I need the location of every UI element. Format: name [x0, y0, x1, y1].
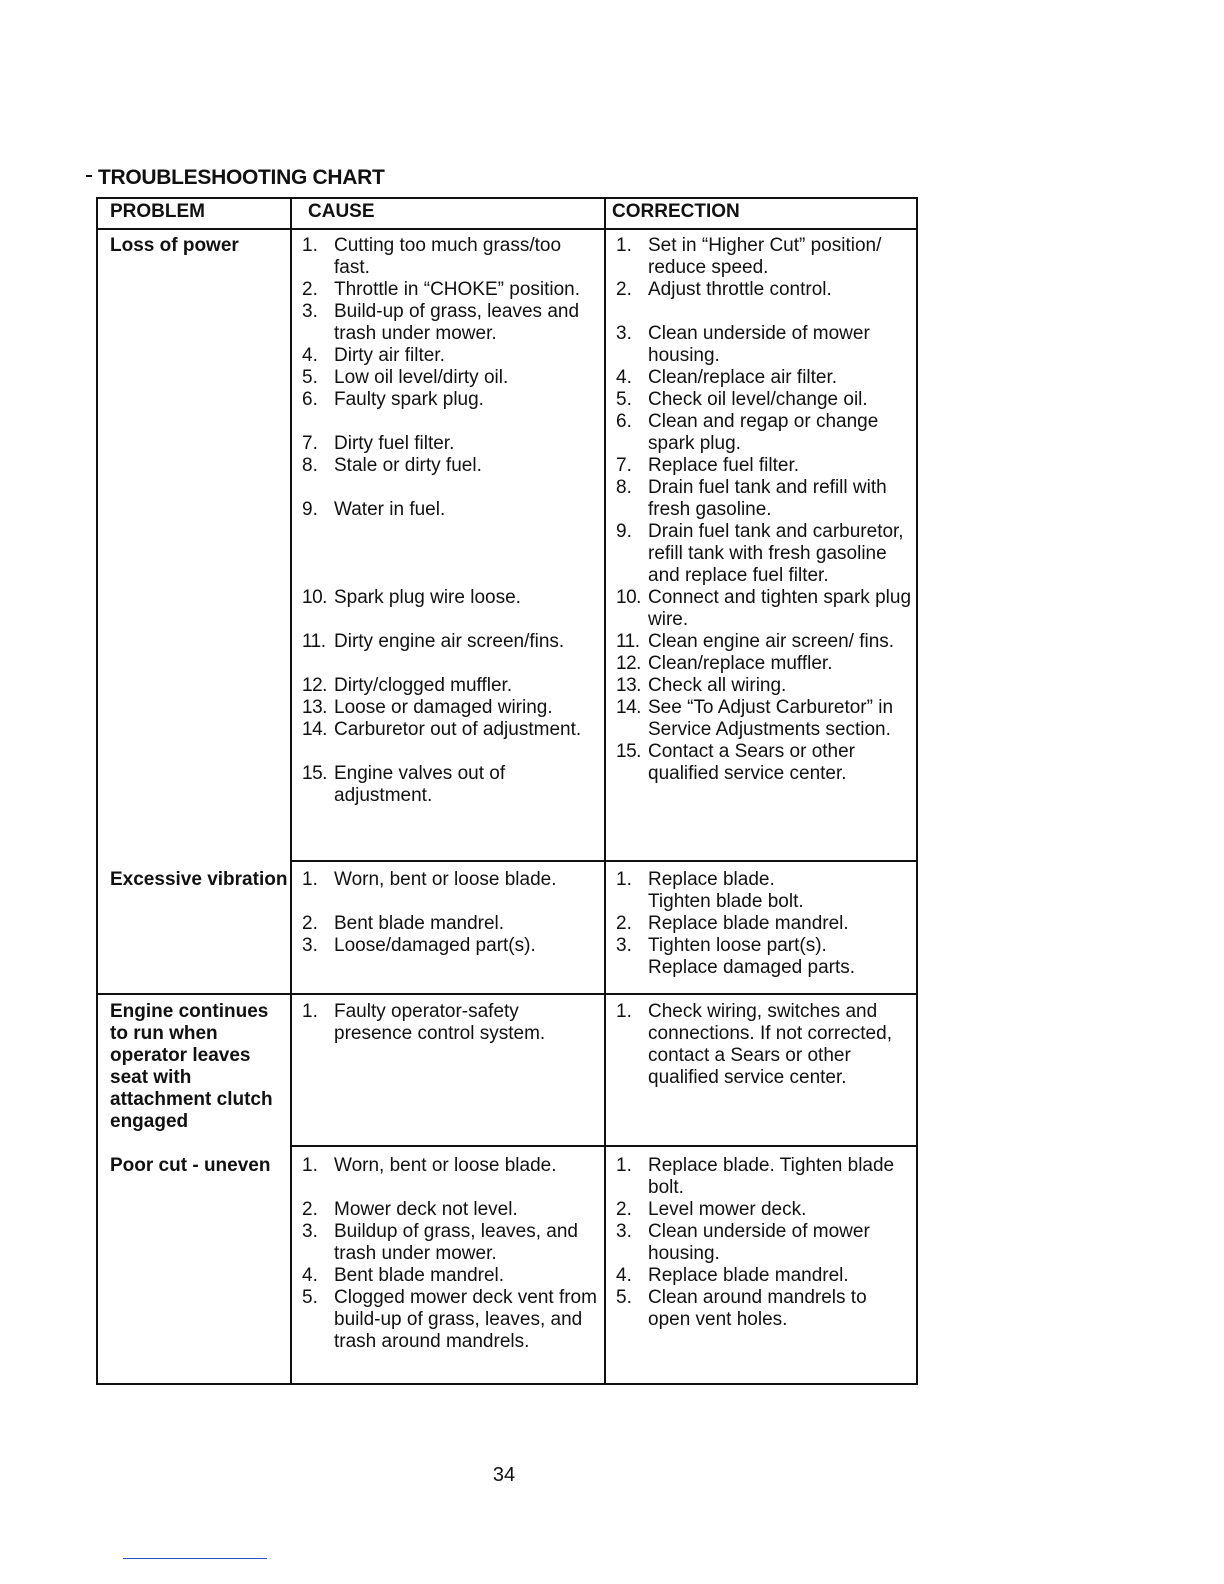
divider-cause-correction	[604, 197, 606, 1385]
list-item: 4. Bent blade mandrel.	[302, 1265, 505, 1286]
list-item: 2. Level mower deck.	[616, 1199, 807, 1220]
list-item: 2. Mower deck not level.	[302, 1199, 518, 1220]
correction-list	[616, 869, 916, 979]
list-item: 4. Dirty air filter.	[302, 345, 445, 366]
list-item: 2. Throttle in “CHOKE” position.	[302, 279, 581, 300]
problem-label: Excessive vibration	[110, 869, 288, 890]
list-item: 7. Dirty fuel filter.	[302, 433, 455, 454]
header-top-rule	[96, 197, 918, 199]
divider-problem-cause	[290, 197, 292, 1385]
list-item: 11. Clean engine air screen/ fins.	[616, 631, 895, 652]
cause-list	[302, 869, 602, 957]
list-item: 6. Clean and regap or change spark plug.	[616, 411, 879, 454]
list-item: 5. Check oil level/change oil.	[616, 389, 868, 410]
list-item: 1. Faulty operator-safety presence control system.	[302, 1001, 546, 1044]
list-item: 13. Check all wiring.	[616, 675, 787, 696]
cause-list	[302, 1155, 602, 1353]
list-item: 9. Drain fuel tank and carburetor, refill tank with fresh gasoline and replace fuel filter.	[616, 521, 904, 586]
list-item: 3. Tighten loose part(s). Replace damaged parts.	[616, 935, 856, 978]
problem-label: Loss of power	[110, 235, 239, 256]
list-item: 2. Adjust throttle control.	[616, 279, 832, 300]
list-item: 14. Carburetor out of adjustment.	[302, 719, 582, 740]
problem-label: Engine continues to run when operator leaves seat with attachment clutch engaged	[110, 1001, 273, 1132]
list-item: 15. Contact a Sears or other qualified service center.	[616, 741, 855, 784]
list-item: 5. Clogged mower deck vent from build-up of grass, leaves, and trash around mandrels.	[302, 1287, 597, 1352]
list-item: 1. Worn, bent or loose blade.	[302, 869, 557, 890]
problem-label: Poor cut - uneven	[110, 1155, 271, 1176]
list-item: 2. Bent blade mandrel.	[302, 913, 505, 934]
list-item: 14. See “To Adjust Carburetor” in Service Adjustments section.	[616, 697, 894, 740]
list-item: 3. Loose/damaged part(s).	[302, 935, 536, 956]
list-item: 1. Check wiring, switches and connections. If not corrected, contact a Sears or other qualified service center.	[616, 1001, 892, 1088]
page-number: 34	[492, 1464, 516, 1486]
footer-rule	[123, 1558, 267, 1559]
title-mark	[86, 175, 92, 177]
list-item: 4. Clean/replace air filter.	[616, 367, 838, 388]
list-item: 5. Low oil level/dirty oil.	[302, 367, 509, 388]
list-item: 1. Replace blade. Tighten blade bolt.	[616, 869, 804, 912]
list-item: 12. Clean/replace muffler.	[616, 653, 833, 674]
bottom-border	[96, 1383, 918, 1385]
list-item: 2. Replace blade mandrel.	[616, 913, 849, 934]
list-item: 7. Replace fuel filter.	[616, 455, 800, 476]
correction-list	[616, 1155, 916, 1331]
list-item: 6. Faulty spark plug.	[302, 389, 484, 410]
row-divider	[96, 993, 918, 995]
list-item: 1. Set in “Higher Cut” position/ reduce speed.	[616, 235, 882, 278]
row-divider	[290, 1145, 916, 1147]
list-item: 1. Replace blade. Tighten blade bolt.	[616, 1155, 895, 1198]
list-item: 9. Water in fuel.	[302, 499, 446, 520]
troubleshooting-table	[96, 197, 918, 1385]
header-correction: CORRECTION	[612, 201, 740, 222]
list-item: 3. Buildup of grass, leaves, and trash under mower.	[302, 1221, 578, 1264]
header-bottom-rule	[96, 228, 918, 230]
list-item: 1. Worn, bent or loose blade.	[302, 1155, 557, 1176]
list-item: 15. Engine valves out of adjustment.	[302, 763, 506, 806]
header-cause: CAUSE	[308, 201, 375, 222]
list-item: 1. Cutting too much grass/too fast.	[302, 235, 562, 278]
list-item: 5. Clean around mandrels to open vent holes.	[616, 1287, 867, 1330]
list-item: 4. Replace blade mandrel.	[616, 1265, 849, 1286]
list-item: 11. Dirty engine air screen/fins.	[302, 631, 565, 652]
list-item: 3. Clean underside of mower housing.	[616, 1221, 870, 1264]
header-problem: PROBLEM	[110, 201, 205, 222]
list-item: 8. Drain fuel tank and refill with fresh gasoline.	[616, 477, 887, 520]
cause-list	[302, 1001, 602, 1045]
list-item: 3. Clean underside of mower housing.	[616, 323, 870, 366]
list-item: 12. Dirty/clogged muffler.	[302, 675, 513, 696]
list-item: 8. Stale or dirty fuel.	[302, 455, 482, 476]
list-item: 13. Loose or damaged wiring.	[302, 697, 553, 718]
correction-list	[616, 235, 916, 785]
list-item: 10. Connect and tighten spark plug wire.	[616, 587, 912, 630]
left-border	[96, 197, 98, 1385]
list-item: 3. Build-up of grass, leaves and trash under mower.	[302, 301, 580, 344]
right-border	[916, 197, 918, 1385]
row-divider	[290, 860, 916, 862]
correction-list	[616, 1001, 916, 1089]
list-item: 10. Spark plug wire loose.	[302, 587, 521, 608]
chart-title: TROUBLESHOOTING CHART	[98, 166, 385, 189]
cause-list	[302, 235, 602, 807]
